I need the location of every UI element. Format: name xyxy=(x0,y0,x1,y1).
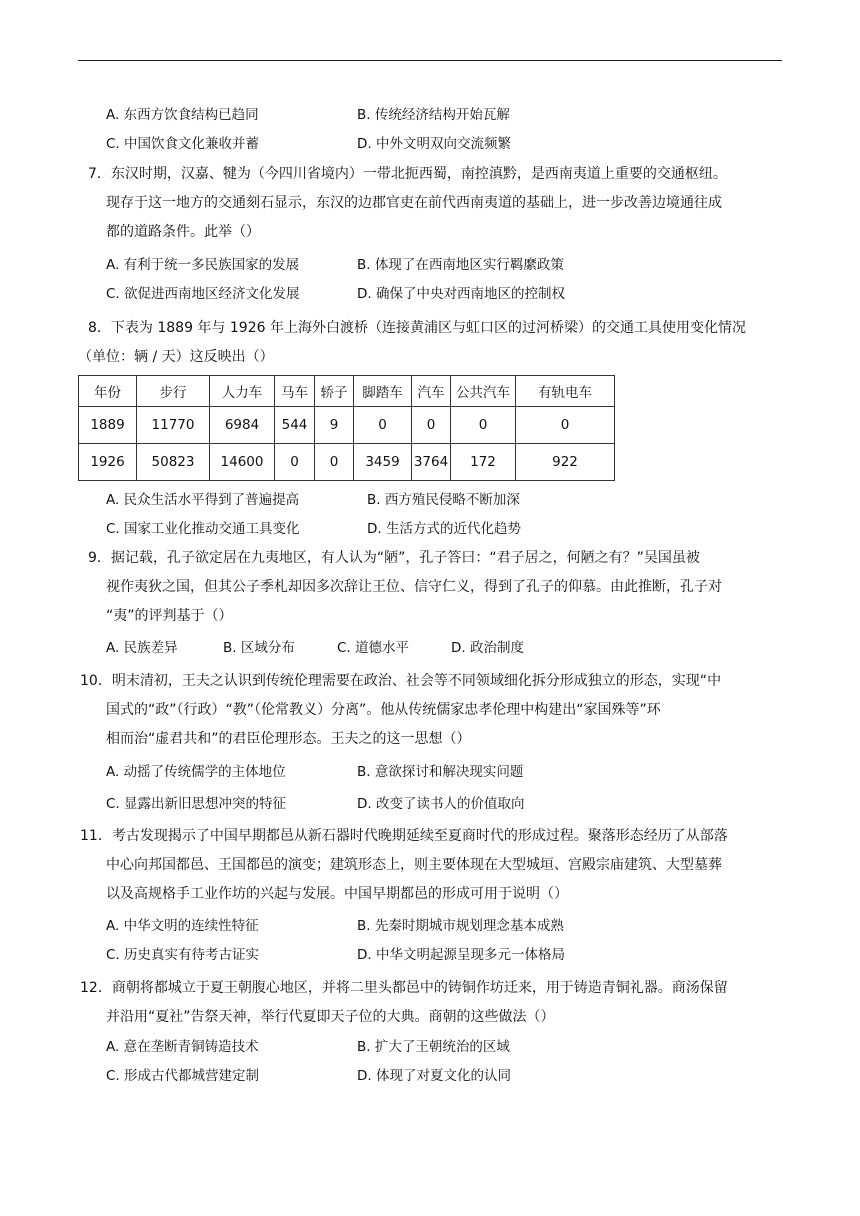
q7-option-c[interactable]: C. 欲促进西南地区经济文化发展 xyxy=(106,286,300,302)
q10-stem-line-1: 10．明末清初，王夫之认识到传统伦理需要在政治、社会等不同领域细化拆分形成独立的形态，实现“中 xyxy=(80,673,722,689)
q11-stem-line-3: 以及高规格手工业作坊的兴起与发展。中国早期都邑的形成可用于说明（） xyxy=(106,886,568,902)
q9-option-b[interactable]: B. 区域分布 xyxy=(223,640,295,656)
q6-option-b[interactable]: B. 传统经济结构开始瓦解 xyxy=(357,107,510,123)
q11-option-c[interactable]: C. 历史真实有待考古证实 xyxy=(106,947,260,963)
table-cell: 0 xyxy=(451,407,516,444)
q9-stem-line-3: “夷”的评判基于（） xyxy=(106,608,233,624)
table-cell: 0 xyxy=(516,407,615,444)
q12-stem-line-2: 并沿用“夏社”告祭天神，举行代夏即天子位的大典。商朝的这些做法（） xyxy=(106,1009,555,1025)
table-row xyxy=(79,444,615,481)
table-cell: 6984 xyxy=(210,407,275,444)
table-cell: 922 xyxy=(516,444,615,481)
q11-option-d[interactable]: D. 中华文明起源呈现多元一体格局 xyxy=(357,947,565,963)
table-cell: 11770 xyxy=(137,407,210,444)
q8-option-d[interactable]: D. 生活方式的近代化趋势 xyxy=(367,521,521,537)
table-header-cell: 汽车 xyxy=(412,376,451,407)
table-header-cell: 人力车 xyxy=(210,376,275,407)
q8-stem-line-2: （单位：辆 / 天）这反映出（） xyxy=(78,349,274,365)
header-rule xyxy=(78,60,782,61)
table-header-cell: 有轨电车 xyxy=(516,376,615,407)
q9-option-a[interactable]: A. 民族差异 xyxy=(106,640,178,656)
q7-option-d[interactable]: D. 确保了中央对西南地区的控制权 xyxy=(357,286,565,302)
q7-option-b[interactable]: B. 体现了在西南地区实行羁縻政策 xyxy=(357,257,564,273)
q11-option-b[interactable]: B. 先秦时期城市规划理念基本成熟 xyxy=(357,918,564,934)
q7-stem-line-3: 都的道路条件。此举（） xyxy=(106,224,260,240)
q10-option-c[interactable]: C. 显露出新旧思想冲突的特征 xyxy=(106,796,287,812)
q8-option-a[interactable]: A. 民众生活水平得到了普遍提高 xyxy=(106,492,300,508)
q7-stem-line-2: 现存于这一地方的交通刻石显示，东汉的边郡官吏在前代西南夷道的基础上，进一步改善边境通往成 xyxy=(106,195,722,211)
table-cell: 3459 xyxy=(354,444,412,481)
q7-option-a[interactable]: A. 有利于统一多民族国家的发展 xyxy=(106,257,300,273)
table-cell: 1926 xyxy=(79,444,137,481)
table-cell: 50823 xyxy=(137,444,210,481)
q10-stem-line-3: 相而治“虚君共和”的君臣伦理形态。王夫之的这一思想（） xyxy=(106,731,471,747)
q12-option-d[interactable]: D. 体现了对夏文化的认同 xyxy=(357,1068,511,1084)
q9-stem-line-2: 视作夷狄之国，但其公子季札却因多次辞让王位、信守仁义，得到了孔子的仰慕。由此推断，孔子对 xyxy=(106,579,722,595)
table-header-cell: 步行 xyxy=(137,376,210,407)
q9-option-d[interactable]: D. 政治制度 xyxy=(451,640,524,656)
table-cell: 1889 xyxy=(79,407,137,444)
q8-option-b[interactable]: B. 西方殖民侵略不断加深 xyxy=(367,492,520,508)
q11-stem-line-2: 中心向邦国都邑、王国都邑的演变；建筑形态上，则主要体现在大型城垣、宫殿宗庙建筑、大型墓葬 xyxy=(106,857,722,873)
q9-option-c[interactable]: C. 道德水平 xyxy=(337,640,410,656)
q10-stem-line-2: 国式的“政”（行政）“教”（伦常教义）分离”。他从传统儒家忠孝伦理中构建出“家国殊等”环 xyxy=(106,702,661,718)
q7-stem-line-1: 7．东汉时期，汉嘉、犍为（今四川省境内）一带北扼西蜀，南控滇黔，是西南夷道上重要的交通枢纽。 xyxy=(88,166,727,182)
q12-option-c[interactable]: C. 形成古代都城营建定制 xyxy=(106,1068,260,1084)
table-row xyxy=(79,407,615,444)
q10-option-b[interactable]: B. 意欲探讨和解决现实问题 xyxy=(357,764,524,780)
table-cell: 0 xyxy=(412,407,451,444)
q11-option-a[interactable]: A. 中华文明的连续性特征 xyxy=(106,918,259,934)
q11-stem-line-1: 11．考古发现揭示了中国早期都邑从新石器时代晚期延续至夏商时代的形成过程。聚落形态经历了从部落 xyxy=(80,828,728,844)
q12-option-a[interactable]: A. 意在垄断青铜铸造技术 xyxy=(106,1039,259,1055)
table-header-cell: 公共汽车 xyxy=(451,376,516,407)
table-header-cell: 年份 xyxy=(79,376,137,407)
q8-stem-line-1: 8．下表为 1889 年与 1926 年上海外白渡桥（连接黄浦区与虹口区的过河桥梁）的交通工具使用变化情况 xyxy=(88,320,746,336)
table-cell: 9 xyxy=(315,407,354,444)
table-cell: 3764 xyxy=(412,444,451,481)
table-cell: 0 xyxy=(275,444,315,481)
q8-option-c[interactable]: C. 国家工业化推动交通工具变化 xyxy=(106,521,300,537)
q6-option-a[interactable]: A. 东西方饮食结构已趋同 xyxy=(106,107,259,123)
q12-stem-line-1: 12．商朝将都城立于夏王朝腹心地区，并将二里头都邑中的铸铜作坊迁来，用于铸造青铜礼器。商汤保留 xyxy=(80,980,728,996)
q6-option-c[interactable]: C. 中国饮食文化兼收并蓄 xyxy=(106,136,260,152)
q6-option-d[interactable]: D. 中外文明双向交流频繁 xyxy=(357,136,511,152)
q9-stem-line-1: 9．据记载，孔子欲定居在九夷地区，有人认为“陋”，孔子答曰：“君子居之，何陋之有？”吴国虽被 xyxy=(88,550,700,566)
table-cell: 0 xyxy=(315,444,354,481)
q12-option-b[interactable]: B. 扩大了王朝统治的区域 xyxy=(357,1039,510,1055)
table-header-cell: 轿子 xyxy=(315,376,354,407)
q10-option-a[interactable]: A. 动摇了传统儒学的主体地位 xyxy=(106,764,286,780)
table-header-cell: 马车 xyxy=(275,376,315,407)
traffic-table xyxy=(78,375,615,481)
table-cell: 14600 xyxy=(210,444,275,481)
table-cell: 544 xyxy=(275,407,315,444)
table-cell: 0 xyxy=(354,407,412,444)
table-header-cell: 脚踏车 xyxy=(354,376,412,407)
table-header-row xyxy=(79,376,615,407)
table-cell: 172 xyxy=(451,444,516,481)
q10-option-d[interactable]: D. 改变了读书人的价值取向 xyxy=(357,796,525,812)
